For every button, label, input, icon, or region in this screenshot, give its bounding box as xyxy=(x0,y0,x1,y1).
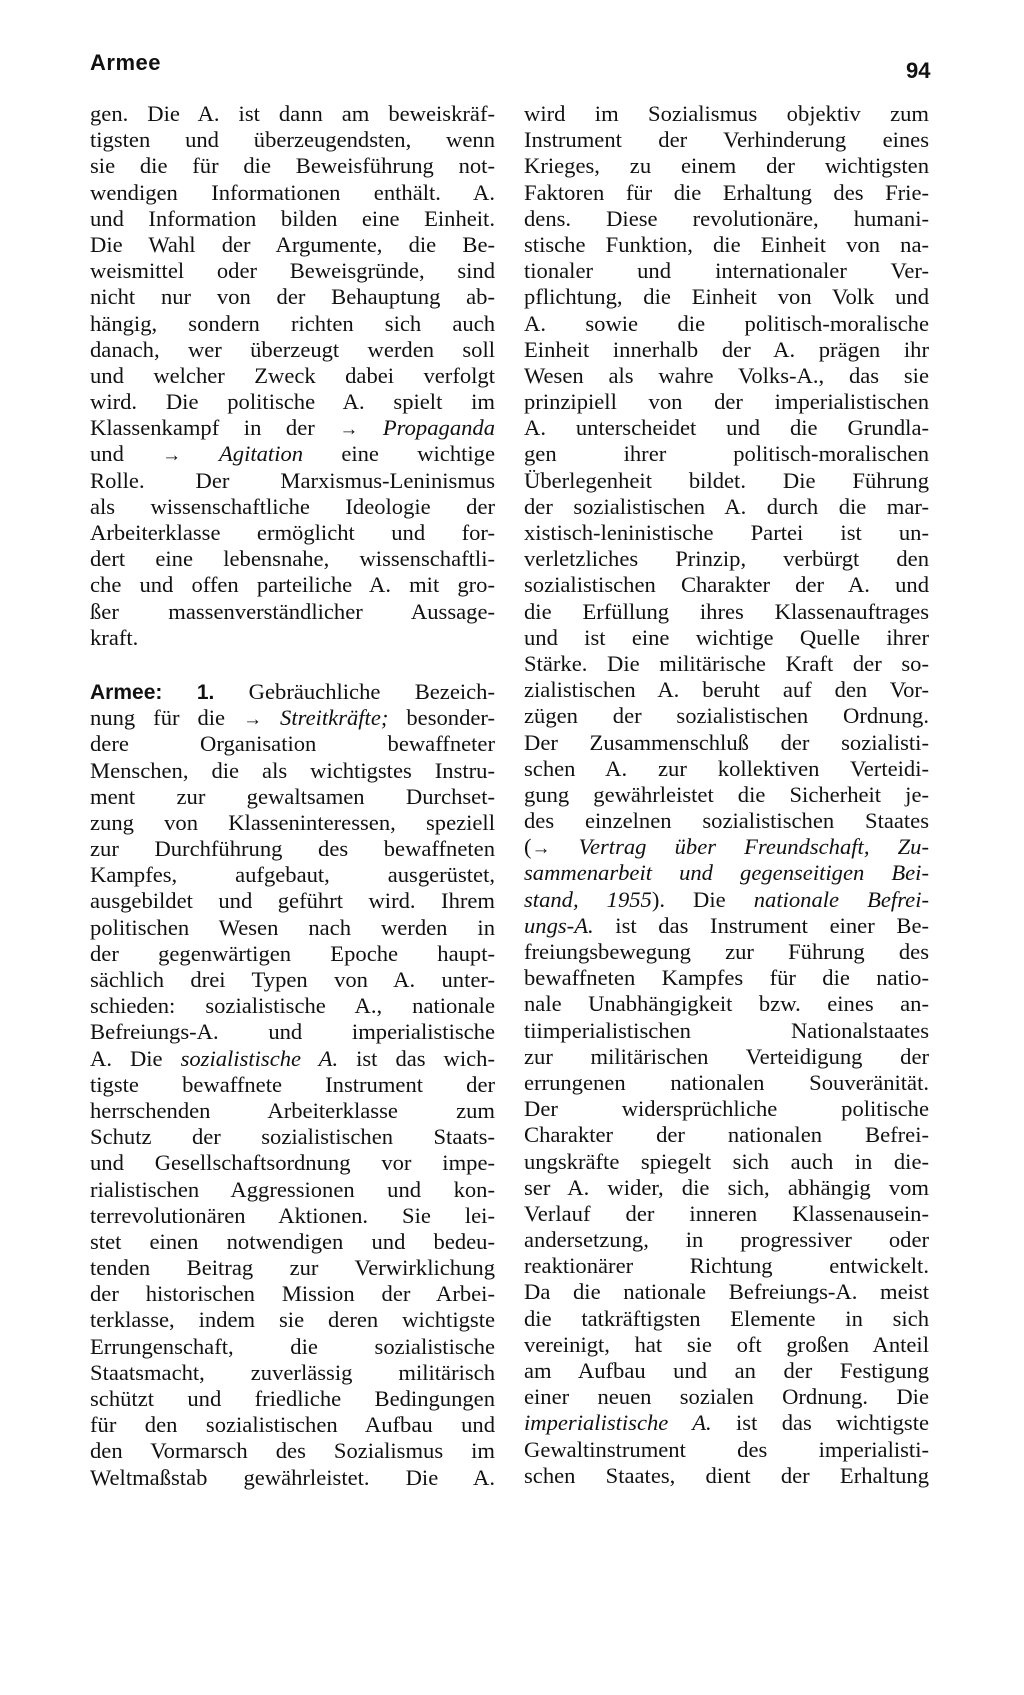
text-line: tigste bewaffnete Instrument der xyxy=(90,1071,495,1097)
text-line: ausgebildet und geführt wird. Ihrem xyxy=(90,888,495,914)
right-column xyxy=(524,101,929,1489)
text-line: rialistischen Aggressionen und kon- xyxy=(90,1176,495,1202)
running-head: Armee xyxy=(90,50,161,75)
text-line: andersetzung, in progressiver oder xyxy=(524,1227,929,1253)
text-line: reaktionärer Richtung entwickelt. xyxy=(524,1253,929,1279)
text-line: zügen der sozialistischen Ordnung. xyxy=(524,703,929,729)
text-line: A. Die sozialistische A. ist das wich- xyxy=(90,1045,496,1071)
text-line: für den sozialistischen Aufbau und xyxy=(90,1412,495,1438)
text-line: sie die für die Beweisführung not- xyxy=(90,153,495,179)
text-line: (→ Vertrag über Freundschaft, Zu- xyxy=(524,834,929,860)
text-line xyxy=(524,860,929,886)
text-line: schen Staates, dient der Erhaltung xyxy=(524,1462,929,1488)
text-line: einer neuen sozialen Ordnung. Die xyxy=(524,1384,929,1410)
text-line: gen ihrer politisch-moralischen xyxy=(524,441,929,467)
text-line: imperialistische A. ist das wichtigste xyxy=(524,1410,929,1436)
text-line: nung für die → Streitkräfte; besonder- xyxy=(90,705,495,731)
text-line: nicht nur von der Behauptung ab- xyxy=(90,284,495,310)
text-line: der sozialistischen A. durch die mar- xyxy=(524,493,929,519)
text-line: Instrument der Verhinderung eines xyxy=(524,127,929,153)
text-line: wird im Sozialismus objektiv zum xyxy=(524,101,929,126)
entry-text xyxy=(524,1437,929,1489)
text-line: prinzipiell von der imperialistischen xyxy=(524,389,929,415)
text-line: ßer massenverständlicher Aussage- xyxy=(90,598,495,624)
text-line: pflichtung, die Einheit von Volk und xyxy=(524,284,929,310)
text-line: A. sowie die politisch-moralische xyxy=(524,310,929,336)
text-line: terrevolutionären Aktionen. Sie lei- xyxy=(90,1202,495,1228)
text-line: che und offen parteiliche A. mit gro- xyxy=(90,572,495,598)
sense-number: 1. xyxy=(162,680,215,704)
entry-headword: Armee: xyxy=(90,680,163,704)
text-line: und ist eine wichtige Quelle ihrer xyxy=(524,624,929,650)
text-line: Verlauf der inneren Klassenausein- xyxy=(524,1200,929,1226)
text-line: terklasse, indem sie deren wichtigste xyxy=(90,1307,495,1333)
text-line: ungs-A. ist das Instrument einer Be- xyxy=(524,912,929,938)
emphasized-term: imperialistische A. xyxy=(524,1410,712,1436)
text-line: politischen Wesen nach werden in xyxy=(90,914,495,940)
text-line: Wesen als wahre Volks-A., das sie xyxy=(524,362,929,388)
emphasized-term: sozialistische A. xyxy=(180,1045,339,1071)
cross-reference-arrow: → xyxy=(339,419,359,441)
text-line: tiimperialistischen Nationalstaates xyxy=(524,1017,929,1043)
cross-reference: sammenarbeit und gegenseitigen Bei- xyxy=(524,860,929,886)
left-column xyxy=(90,101,495,1491)
text-line: schieden: sozialistische A., nationale xyxy=(90,993,495,1019)
emphasized-term: ungs-A. xyxy=(524,912,594,938)
text-line: bewaffneten Kampfes für die natio- xyxy=(524,965,929,991)
text-line: vereinigt, hat sie oft großen Anteil xyxy=(524,1331,929,1357)
text-line: sächlich drei Typen von A. unter- xyxy=(90,967,495,992)
text-line: Charakter der nationalen Befrei- xyxy=(524,1122,929,1148)
text-line: schen A. zur kollektiven Verteidi- xyxy=(524,755,929,781)
text-line: verletzliches Prinzip, verbürgt den xyxy=(524,546,929,572)
text-line: dens. Diese revolutionäre, humani- xyxy=(524,205,929,231)
page-number: 94 xyxy=(906,58,931,83)
cross-reference: Agitation xyxy=(181,441,304,467)
text-line: ser A. wider, die sich, abhängig vom xyxy=(524,1174,929,1200)
text-line: Rolle. Der Marxismus-Leninismus xyxy=(90,467,495,493)
text-line: ment zur gewaltsamen Durchset- xyxy=(90,783,495,809)
text-line: nale Unabhängigkeit bzw. eines an- xyxy=(524,991,929,1017)
text-line: weismittel oder Beweisgründe, sind xyxy=(90,258,495,284)
text-line: und Gesellschaftsordnung vor impe- xyxy=(90,1150,495,1176)
text-line: tenden Beitrag zur Verwirklichung xyxy=(90,1255,495,1281)
text-line: tigsten und überzeugendsten, wenn xyxy=(90,127,495,153)
text-line: Krieges, zu einem der wichtigsten xyxy=(524,153,929,179)
cross-reference-arrow: → xyxy=(531,838,551,860)
text-line: freiungsbewegung zur Führung des xyxy=(524,939,929,964)
text-line: am Aufbau und an der Festigung xyxy=(524,1358,929,1383)
text-line: schützt und friedliche Bedingungen xyxy=(90,1386,495,1411)
text-line: wendigen Informationen enthält. A. xyxy=(90,179,495,205)
text-line: Die Wahl der Argumente, die Be- xyxy=(90,231,495,257)
text-line: Überlegenheit bildet. Die Führung xyxy=(524,467,929,493)
emphasized-term: nationale Befrei- xyxy=(753,886,929,912)
text-line: zialistischen A. beruht auf den Vor- xyxy=(524,677,929,703)
text-line: stand, 1955). Die nationale Befrei- xyxy=(524,886,929,912)
text-line: Armee: 1. Gebräuchliche Bezeich- xyxy=(90,678,495,704)
text-line: Da die nationale Befreiungs-A. meist xyxy=(524,1279,929,1305)
entry-text xyxy=(524,101,929,834)
text-line: und welcher Zweck dabei verfolgt xyxy=(90,362,495,388)
text-line: und Information bilden eine Einheit. xyxy=(90,205,495,231)
cross-reference: stand, 1955 xyxy=(524,886,652,912)
entry-text xyxy=(90,1072,495,1491)
cross-reference-arrow: → xyxy=(162,445,182,467)
text-line: ungskräfte spiegelt sich auch in die- xyxy=(524,1148,929,1174)
text-line: danach, wer überzeugt werden soll xyxy=(90,336,495,362)
text-line: tionaler und internationaler Ver- xyxy=(524,258,929,284)
text-line: Schutz der sozialistischen Staats- xyxy=(90,1124,495,1150)
text-line: Der Zusammenschluß der sozialisti- xyxy=(524,729,929,755)
text-line: als wissenschaftliche Ideologie der xyxy=(90,493,495,519)
text-line: herrschenden Arbeiterklasse zum xyxy=(90,1097,495,1123)
previous-entry-text xyxy=(90,101,495,415)
text-line: die tatkräftigsten Elemente in sich xyxy=(524,1305,929,1331)
text-line: Weltmaßstab gewährleistet. Die A. xyxy=(90,1464,495,1490)
text-line: Befreiungs-A. und imperialistische xyxy=(90,1019,495,1045)
text-line: A. unterscheidet und die Grundla- xyxy=(524,415,929,441)
text-line: und → Agitation eine wichtige xyxy=(90,441,495,467)
text-line: die Erfüllung ihres Klassenauftrages xyxy=(524,598,929,624)
text-line: zur Durchführung des bewaffneten xyxy=(90,836,495,862)
text-line: Faktoren für die Erhaltung des Frie- xyxy=(524,179,929,205)
text-line: kraft. xyxy=(90,624,139,650)
text-line: der historischen Mission der Arbei- xyxy=(90,1281,495,1307)
text-line: xistisch-leninistische Partei ist un- xyxy=(524,520,929,545)
text-line: Der widersprüchliche politische xyxy=(524,1096,929,1122)
text-line: hängig, sondern richten sich auch xyxy=(90,310,495,336)
text-line: zung von Klasseninteressen, speziell xyxy=(90,809,495,835)
previous-entry-text xyxy=(90,468,495,625)
text-line: der gegenwärtigen Epoche haupt- xyxy=(90,940,495,966)
text-line: Stärke. Die militärische Kraft der so- xyxy=(524,650,929,676)
entry-separator xyxy=(90,651,495,679)
text-line: Kampfes, aufgebaut, ausgerüstet, xyxy=(90,862,495,888)
text-line: den Vormarsch des Sozialismus im xyxy=(90,1438,495,1464)
cross-reference: Propaganda xyxy=(358,415,496,441)
text-line: Gewaltinstrument des imperialisti- xyxy=(524,1436,929,1462)
text-line: gung gewährleistet die Sicherheit je- xyxy=(524,781,929,807)
text-line: Klassenkampf in der → Propaganda xyxy=(90,415,496,441)
cross-reference-arrow: → xyxy=(243,709,263,731)
text-line: Arbeiterklasse ermöglicht und for- xyxy=(90,520,495,545)
entry-text xyxy=(524,939,929,1410)
text-line: stet einen notwendigen und bedeu- xyxy=(90,1228,495,1254)
text-line: dert eine lebensnahe, wissenschaftli- xyxy=(90,546,495,572)
text-line: wird. Die politische A. spielt im xyxy=(90,389,495,415)
entry-text xyxy=(90,731,495,1045)
text-line: Menschen, die als wichtigstes Instru- xyxy=(90,757,495,783)
cross-reference: Streitkräfte; xyxy=(262,705,389,731)
text-line: Einheit innerhalb der A. prägen ihr xyxy=(524,336,929,362)
text-line: errungenen nationalen Souveränität. xyxy=(524,1069,929,1095)
text-line: zur militärischen Verteidigung der xyxy=(524,1043,929,1069)
text-line: Staatsmacht, zuverlässig militärisch xyxy=(90,1359,495,1385)
text-line: gen. Die A. ist dann am beweiskräf- xyxy=(90,101,495,126)
text-line: des einzelnen sozialistischen Staates xyxy=(524,808,929,834)
cross-reference: Vertrag über Freundschaft, Zu- xyxy=(550,834,929,860)
text-line: Errungenschaft, die sozialistische xyxy=(90,1333,495,1359)
text-line: dere Organisation bewaffneter xyxy=(90,731,495,757)
text-line: stische Funktion, die Einheit von na- xyxy=(524,231,929,257)
text-line: sozialistischen Charakter der A. und xyxy=(524,572,929,598)
